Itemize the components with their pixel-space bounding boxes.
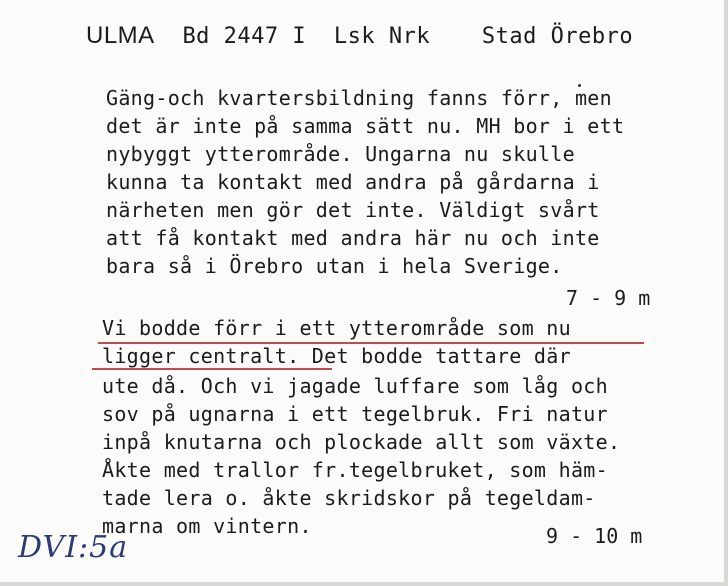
text-line: det är inte på samma sätt nu. MH bor i ett [106, 114, 625, 138]
text-line: att få kontakt med andra här nu och inte [106, 226, 600, 250]
text-line: marna om vintern. [102, 514, 312, 538]
age-mark-first: 7 - 9 m [566, 286, 651, 310]
archive-code: ULMA [86, 22, 155, 49]
handwritten-signature: DVI:5a [18, 530, 129, 565]
text-line: kunna ta kontakt med andra på gårdarna i [106, 170, 600, 194]
text-line: inpå knutarna och plockade allt som växte. [102, 430, 621, 454]
text-line: Gäng-och kvartersbildning fanns förr, men [106, 86, 612, 110]
age-mark-second: 9 - 10 m [546, 524, 643, 548]
text-line: Vi bodde förr i ett ytterområde som nu [102, 316, 571, 340]
text-line: Åkte med trallor fr.tegelbruket, som häm- [102, 458, 608, 482]
text-line: ute då. Och vi jagade luffare som låg och [102, 374, 608, 398]
topic-code: Lsk Nrk [333, 24, 431, 49]
text-line: ligger centralt. Det bodde tattare där [102, 344, 571, 368]
place-name: Stad Örebro [481, 24, 634, 49]
text-line: tade lera o. åkte skridskor på tegeldam- [102, 486, 596, 510]
text-line: sov på ugnarna i ett tegelbruk. Fri natur [102, 402, 608, 426]
red-underline [92, 368, 332, 370]
text-line: närheten men gör det inte. Väldigt svårt [106, 198, 600, 222]
text-line: nybyggt ytterområde. Ungarna nu skulle [106, 142, 575, 166]
text-line: bara så i Örebro utan i hela Sverige. [106, 254, 563, 278]
reference-number: Bd 2447 I [182, 24, 307, 49]
card-header [86, 22, 647, 50]
